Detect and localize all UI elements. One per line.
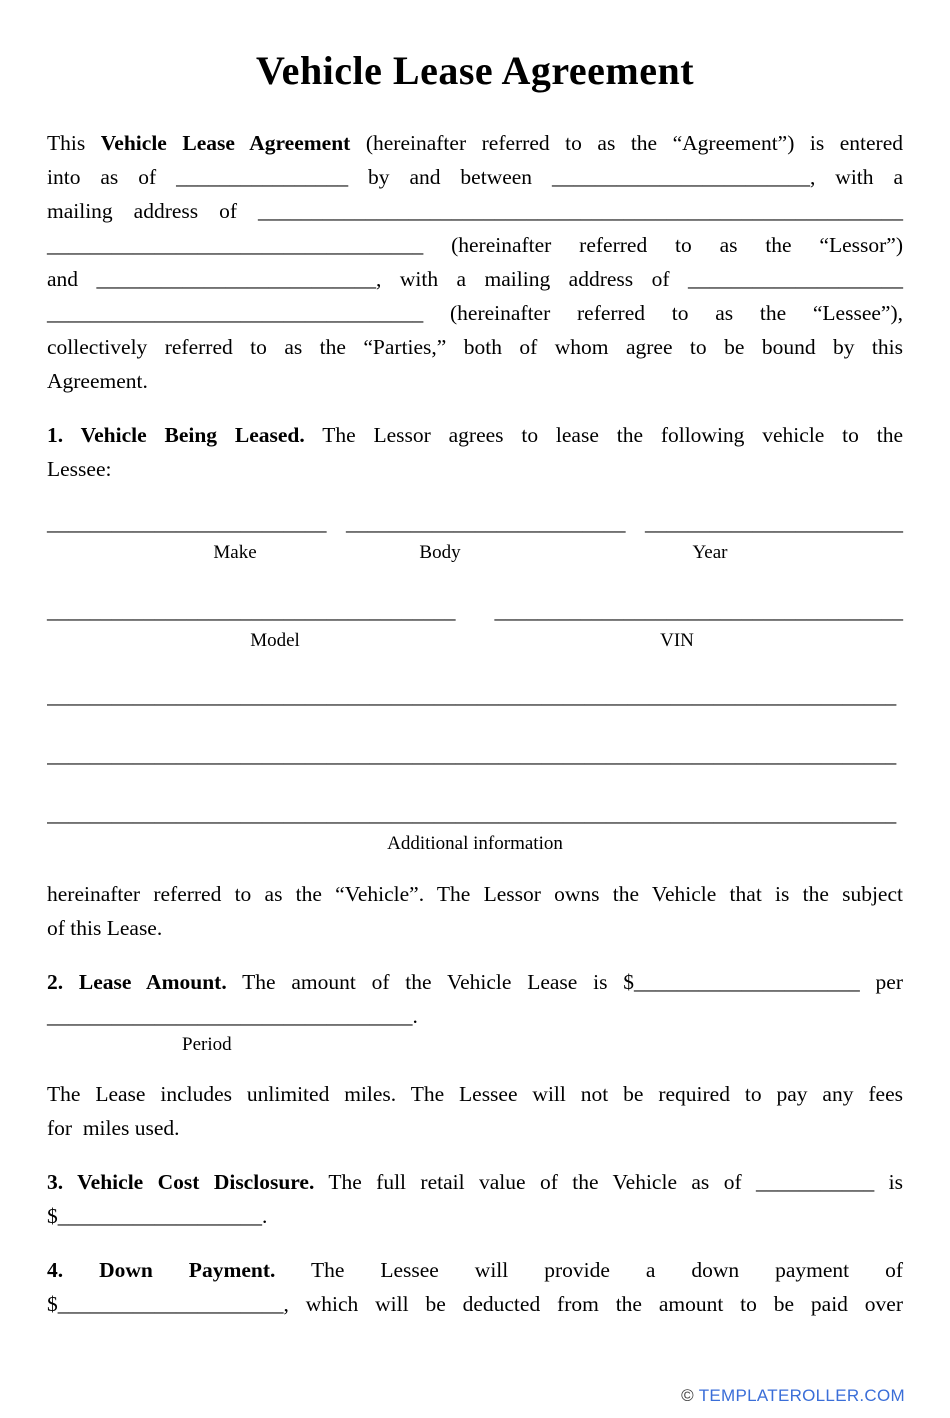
vehicle-row-1-labels	[47, 540, 903, 566]
make-field-blank: __________________________	[47, 511, 327, 535]
additional-info-blank-line-2: _______________________________________________________________________________	[47, 743, 897, 767]
section-2-text-amount-blank: The amount of the Vehicle Lease is $_____________________ per	[226, 970, 903, 994]
section-3-text-date-blank: The full retail value of the Vehicle as of ___________ is	[314, 1170, 903, 1194]
section-1-line-1	[47, 418, 903, 452]
vin-field-blank: ______________________________________	[494, 599, 903, 623]
intro-paragraph	[47, 126, 903, 398]
vehicle-note-line-1: hereinafter referred to as the “Vehicle”. The Lessor owns the Vehicle that is the subject	[47, 882, 903, 906]
vin-field-label: VIN	[660, 630, 694, 651]
vehicle-note-line-2: of this Lease.	[47, 916, 163, 940]
intro-line-2-date-and-lessor-name-blanks: into as of ________________ by and between ________________________, with a	[47, 165, 903, 189]
agreement-name-bold: Vehicle Lease Agreement	[100, 131, 351, 155]
intro-line-6-lessee-clause: ___________________________________ (hereinafter referred to as the “Lessee”),	[47, 301, 903, 325]
intro-line-3-lessor-address-blank: mailing address of ____________________________________________________________	[47, 199, 903, 223]
additional-info-label: Additional information	[387, 833, 563, 854]
mileage-line-1: The Lease includes unlimited miles. The Lessee will not be required to pay any fees	[47, 1082, 903, 1106]
additional-info-blank-line-3: _______________________________________________________________________________	[47, 802, 897, 826]
vehicle-note-paragraph	[47, 877, 903, 945]
section-4-line-1	[47, 1253, 903, 1287]
section-2-heading: 2. Lease Amount.	[47, 970, 227, 994]
intro-line-8: Agreement.	[47, 369, 148, 393]
vehicle-row-1-blanks	[47, 506, 903, 540]
section-3-vehicle-cost-disclosure	[47, 1165, 903, 1233]
section-3-line-1	[47, 1165, 903, 1199]
make-field-label: Make	[213, 542, 257, 563]
section-1-text: The Lessor agrees to lease the following vehicle to the	[304, 423, 903, 447]
intro-line-7: collectively referred to as the “Parties,” both of whom agree to be bound by this	[47, 335, 903, 359]
vehicle-row-2-blanks	[47, 594, 903, 628]
section-2-lease-amount	[47, 965, 903, 1057]
footer	[681, 1386, 905, 1406]
section-2-line-1	[47, 965, 903, 999]
copyright-symbol: ©	[681, 1386, 694, 1405]
page-title: Vehicle Lease Agreement	[255, 48, 695, 93]
period-field-blank: __________________________________.	[47, 1004, 418, 1028]
section-4-down-payment	[47, 1253, 903, 1321]
year-field-label: Year	[692, 542, 728, 563]
down-payment-field-blank: $_____________________, which will be deducted from the amount to be paid over	[47, 1292, 903, 1316]
vehicle-detail-fields	[47, 506, 903, 857]
intro-text: (hereinafter referred to as the “Agreement”) is entered	[350, 131, 904, 155]
section-1-heading: 1. Vehicle Being Leased.	[47, 423, 305, 447]
period-field-label: Period	[182, 1034, 232, 1055]
model-field-label: Model	[250, 630, 300, 651]
retail-value-field-blank: $___________________.	[47, 1204, 268, 1228]
intro-line-1	[47, 126, 903, 160]
body-field-blank: __________________________	[346, 511, 626, 535]
section-1-line-2: Lessee:	[47, 457, 112, 481]
templateroller-link[interactable]: TEMPLATEROLLER.COM	[698, 1386, 905, 1405]
year-field-blank: ________________________	[645, 511, 903, 535]
section-3-heading: 3. Vehicle Cost Disclosure.	[47, 1170, 315, 1194]
section-4-heading: 4. Down Payment.	[47, 1258, 276, 1282]
intro-line-4-lessor-clause: ___________________________________ (hereinafter referred to as the “Lessor”)	[47, 233, 903, 257]
intro-line-5-lessee-name-address-blanks: and __________________________, with a mailing address of ____________________	[47, 267, 903, 291]
intro-text: This	[47, 131, 101, 155]
mileage-line-2: for miles used.	[47, 1116, 180, 1140]
body-field-label: Body	[419, 542, 461, 563]
additional-info-blank-line-1: _______________________________________________________________________________	[47, 684, 897, 708]
mileage-paragraph	[47, 1077, 903, 1145]
section-1-vehicle-being-leased	[47, 418, 903, 486]
vehicle-row-2-labels	[47, 628, 903, 654]
section-4-text: The Lessee will provide a down payment of	[275, 1258, 903, 1282]
model-field-blank: ______________________________________	[47, 599, 456, 623]
